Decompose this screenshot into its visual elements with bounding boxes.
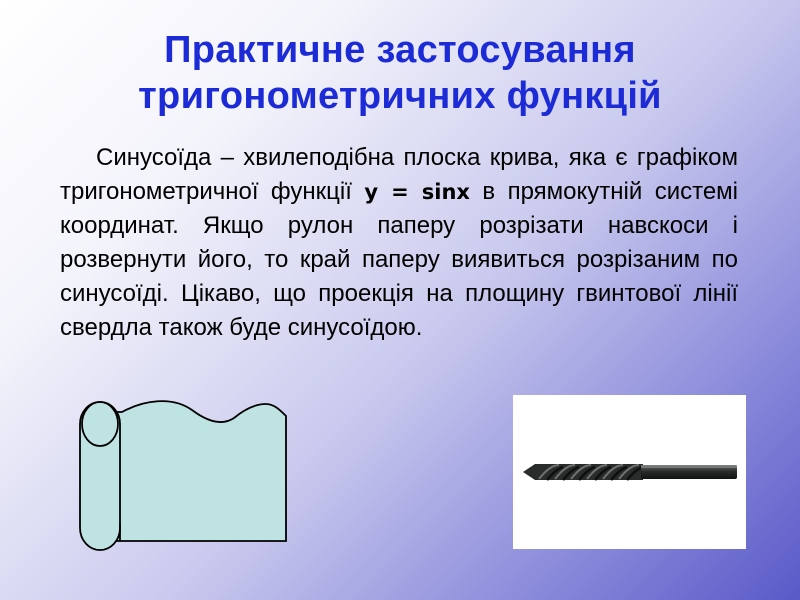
formula: y = sinx (364, 180, 470, 204)
drill-bit-icon (513, 395, 746, 549)
body-text-before: Синусоїда – хвилеподібна плоска крива, яка є графіком тригонометричної функції (60, 144, 738, 205)
slide-title-line-2: тригонометричних функцій (138, 75, 662, 117)
unrolled-paper-sheet (110, 401, 286, 541)
paper-roll-illustration (76, 396, 292, 554)
body-text-after: в прямокутній системі координат. Якщо рулон паперу розрізати навскоси і розвернути його, то край паперу виявиться розрізаним по синусоїді. Цікаво, що проекція на площину гвинтової лінії свердла також буде синусоїдою. (60, 178, 739, 341)
slide-title (40, 27, 760, 119)
drill-bit-photo (513, 395, 746, 549)
slide-title-line-1: Практичне застосування (164, 29, 636, 71)
body-paragraph (60, 141, 738, 345)
paper-roll-top-ellipse (82, 402, 118, 446)
